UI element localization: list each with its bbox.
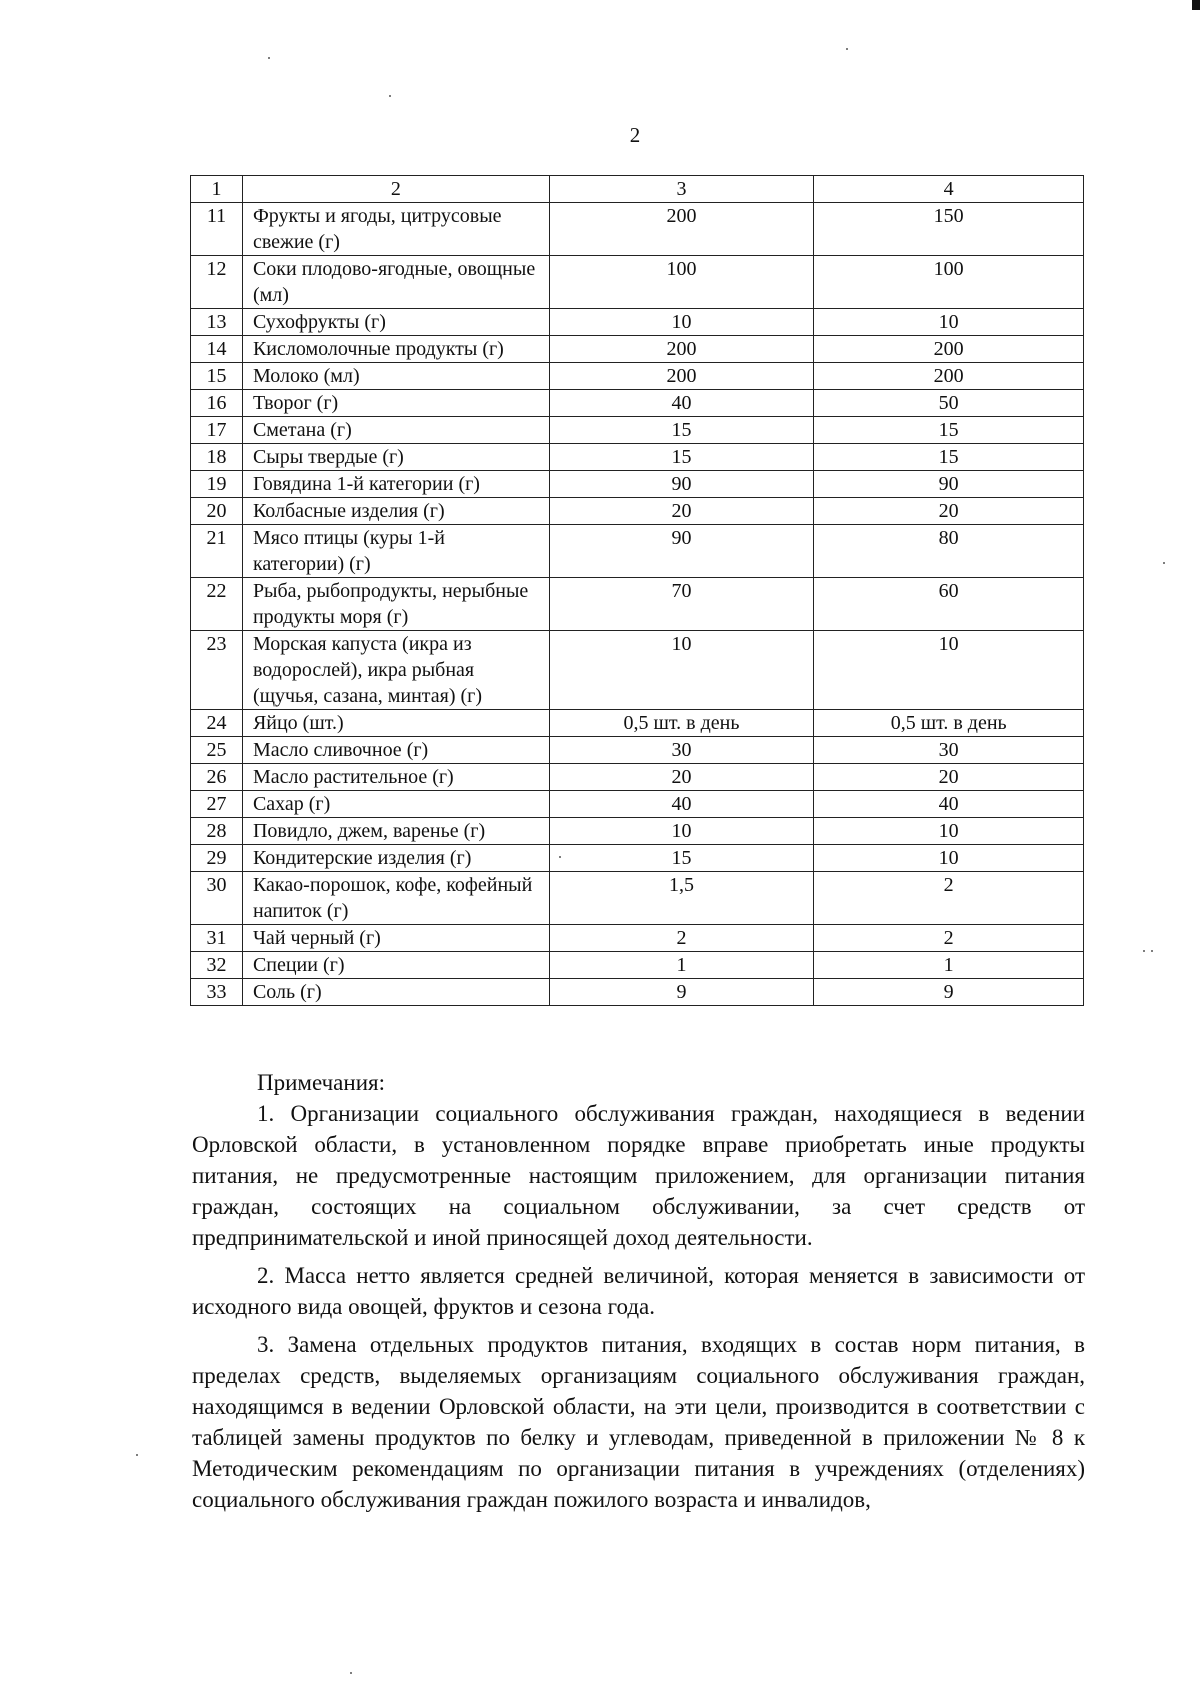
product-name: Фрукты и ягоды, цитрусовые свежие (г) <box>242 203 549 256</box>
row-number: 13 <box>191 309 243 336</box>
norm-value-col4: 2 <box>814 925 1084 952</box>
norm-value-col4: 10 <box>814 818 1084 845</box>
norm-value-col3: 1 <box>549 952 814 979</box>
norm-value-col4: 10 <box>814 309 1084 336</box>
notes-title: Примечания: <box>257 1070 385 1095</box>
product-name: Повидло, джем, варенье (г) <box>242 818 549 845</box>
norm-value-col3: 90 <box>549 525 814 578</box>
norm-value-col4: 1 <box>814 952 1084 979</box>
norm-value-col3: 90 <box>549 471 814 498</box>
product-name: Кисломолочные продукты (г) <box>242 336 549 363</box>
row-number: 12 <box>191 256 243 309</box>
norm-value-col3: 10 <box>549 631 814 710</box>
norm-value-col3: 0,5 шт. в день <box>549 710 814 737</box>
norm-value-col4: 10 <box>814 631 1084 710</box>
norm-value-col3: 20 <box>549 764 814 791</box>
scan-speck <box>846 48 848 50</box>
table-row <box>191 791 1084 818</box>
note-paragraph: 1. Организации социального обслуживания граждан, находящиеся в ведении Орловской области, в установленном порядке вправе приобретать иные продукты питания, не предусмотренные настоящим приложением, для организации питания граждан, состоящих на социальном обслуживании, за счет средств от предпринимательской и иной приносящей доход деятельности. <box>192 1101 1085 1250</box>
product-name: Яйцо (шт.) <box>242 710 549 737</box>
norm-value-col3: 15 <box>549 444 814 471</box>
norm-value-col4: 0,5 шт. в день <box>814 710 1084 737</box>
scan-speck <box>136 1454 138 1456</box>
note-paragraph: 2. Масса нетто является средней величиной, которая меняется в зависимости от исходного вида овощей, фруктов и сезона года. <box>192 1263 1085 1319</box>
norm-value-col4: 150 <box>814 203 1084 256</box>
row-number: 16 <box>191 390 243 417</box>
norm-value-col3: 70 <box>549 578 814 631</box>
table-row <box>191 390 1084 417</box>
scan-speck <box>389 95 391 97</box>
page-number: 2 <box>629 123 641 147</box>
norm-value-col3: 15 <box>549 417 814 444</box>
row-number: 26 <box>191 764 243 791</box>
row-number: 31 <box>191 925 243 952</box>
row-number: 22 <box>191 578 243 631</box>
scan-speck <box>1163 562 1165 564</box>
table-row <box>191 336 1084 363</box>
table-row <box>191 925 1084 952</box>
row-number: 28 <box>191 818 243 845</box>
norm-value-col4: 2 <box>814 872 1084 925</box>
product-name: Сухофрукты (г) <box>242 309 549 336</box>
column-header: 3 <box>549 176 814 203</box>
product-name: Какао-порошок, кофе, кофейный напиток (г) <box>242 872 549 925</box>
table-row <box>191 525 1084 578</box>
row-number: 24 <box>191 710 243 737</box>
food-norms-table <box>190 175 1084 1006</box>
norm-value-col3: 20 <box>549 498 814 525</box>
row-number: 23 <box>191 631 243 710</box>
row-number: 32 <box>191 952 243 979</box>
product-name: Соки плодово-ягодные, овощные (мл) <box>242 256 549 309</box>
table-row <box>191 363 1084 390</box>
row-number: 17 <box>191 417 243 444</box>
table-row <box>191 417 1084 444</box>
product-name: Молоко (мл) <box>242 363 549 390</box>
norm-value-col4: 15 <box>814 444 1084 471</box>
scan-speck <box>1143 950 1145 952</box>
notes-section <box>192 1067 1085 1522</box>
product-name: Говядина 1-й категории (г) <box>242 471 549 498</box>
product-name: Масло сливочное (г) <box>242 737 549 764</box>
norm-value-col3: 15 <box>549 845 814 872</box>
norm-value-col3: 200 <box>549 203 814 256</box>
norm-value-col3: 2 <box>549 925 814 952</box>
product-name: Сыры твердые (г) <box>242 444 549 471</box>
norm-value-col4: 10 <box>814 845 1084 872</box>
table-row <box>191 818 1084 845</box>
row-number: 11 <box>191 203 243 256</box>
table-row <box>191 471 1084 498</box>
row-number: 29 <box>191 845 243 872</box>
table-row <box>191 203 1084 256</box>
norm-value-col4: 60 <box>814 578 1084 631</box>
column-header: 2 <box>242 176 549 203</box>
scan-speck <box>350 1672 352 1674</box>
norm-value-col4: 40 <box>814 791 1084 818</box>
product-name: Сахар (г) <box>242 791 549 818</box>
table-row <box>191 979 1084 1006</box>
norm-value-col4: 80 <box>814 525 1084 578</box>
norm-value-col3: 200 <box>549 336 814 363</box>
scan-speck <box>268 57 270 59</box>
table-row <box>191 872 1084 925</box>
norm-value-col4: 100 <box>814 256 1084 309</box>
product-name: Морская капуста (икра из водорослей), икра рыбная (щучья, сазана, минтая) (г) <box>242 631 549 710</box>
product-name: Колбасные изделия (г) <box>242 498 549 525</box>
table-row <box>191 578 1084 631</box>
row-number: 20 <box>191 498 243 525</box>
row-number: 25 <box>191 737 243 764</box>
norm-value-col4: 9 <box>814 979 1084 1006</box>
norm-value-col3: 30 <box>549 737 814 764</box>
row-number: 19 <box>191 471 243 498</box>
table-row <box>191 952 1084 979</box>
row-number: 14 <box>191 336 243 363</box>
product-name: Соль (г) <box>242 979 549 1006</box>
norm-value-col3: 40 <box>549 390 814 417</box>
scan-edge-mark <box>1192 0 1200 10</box>
norm-value-col4: 50 <box>814 390 1084 417</box>
norm-value-col4: 20 <box>814 498 1084 525</box>
norm-value-col4: 15 <box>814 417 1084 444</box>
table-row <box>191 710 1084 737</box>
product-name: Масло растительное (г) <box>242 764 549 791</box>
table-header-row <box>191 176 1084 203</box>
norm-value-col3: 40 <box>549 791 814 818</box>
table-row <box>191 256 1084 309</box>
row-number: 15 <box>191 363 243 390</box>
norm-value-col3: 200 <box>549 363 814 390</box>
note-paragraph: 3. Замена отдельных продуктов питания, входящих в состав норм питания, в пределах средств, выделяемых организациям социального обслуживания граждан, находящимся в ведении Орловской области, на эти цели, производится в соответствии с таблицей замены продуктов по белку и углеводам, приведенной в приложении № 8 к Методическим рекомендациям по организации питания в учреждениях (отделениях) социального обслуживания граждан пожилого возраста и инвалидов, <box>192 1332 1085 1512</box>
row-number: 30 <box>191 872 243 925</box>
table-row <box>191 309 1084 336</box>
table-row <box>191 498 1084 525</box>
row-number: 33 <box>191 979 243 1006</box>
product-name: Творог (г) <box>242 390 549 417</box>
norm-value-col3: 9 <box>549 979 814 1006</box>
norm-value-col4: 90 <box>814 471 1084 498</box>
product-name: Рыба, рыбопродукты, нерыбные продукты моря (г) <box>242 578 549 631</box>
norm-value-col4: 200 <box>814 336 1084 363</box>
norm-value-col4: 200 <box>814 363 1084 390</box>
norm-value-col3: 1,5 <box>549 872 814 925</box>
table-row <box>191 764 1084 791</box>
scan-speck <box>1151 950 1153 952</box>
norm-value-col3: 10 <box>549 309 814 336</box>
row-number: 18 <box>191 444 243 471</box>
column-header: 4 <box>814 176 1084 203</box>
norm-value-col3: 100 <box>549 256 814 309</box>
table-row <box>191 845 1084 872</box>
table-row <box>191 444 1084 471</box>
product-name: Мясо птицы (куры 1-й категории) (г) <box>242 525 549 578</box>
norm-value-col4: 20 <box>814 764 1084 791</box>
product-name: Сметана (г) <box>242 417 549 444</box>
norm-value-col4: 30 <box>814 737 1084 764</box>
column-header: 1 <box>191 176 243 203</box>
table-row <box>191 631 1084 710</box>
product-name: Кондитерские изделия (г) <box>242 845 549 872</box>
row-number: 21 <box>191 525 243 578</box>
product-name: Специи (г) <box>242 952 549 979</box>
row-number: 27 <box>191 791 243 818</box>
table-row <box>191 737 1084 764</box>
table-body <box>191 176 1084 1006</box>
norm-value-col3: 10 <box>549 818 814 845</box>
product-name: Чай черный (г) <box>242 925 549 952</box>
